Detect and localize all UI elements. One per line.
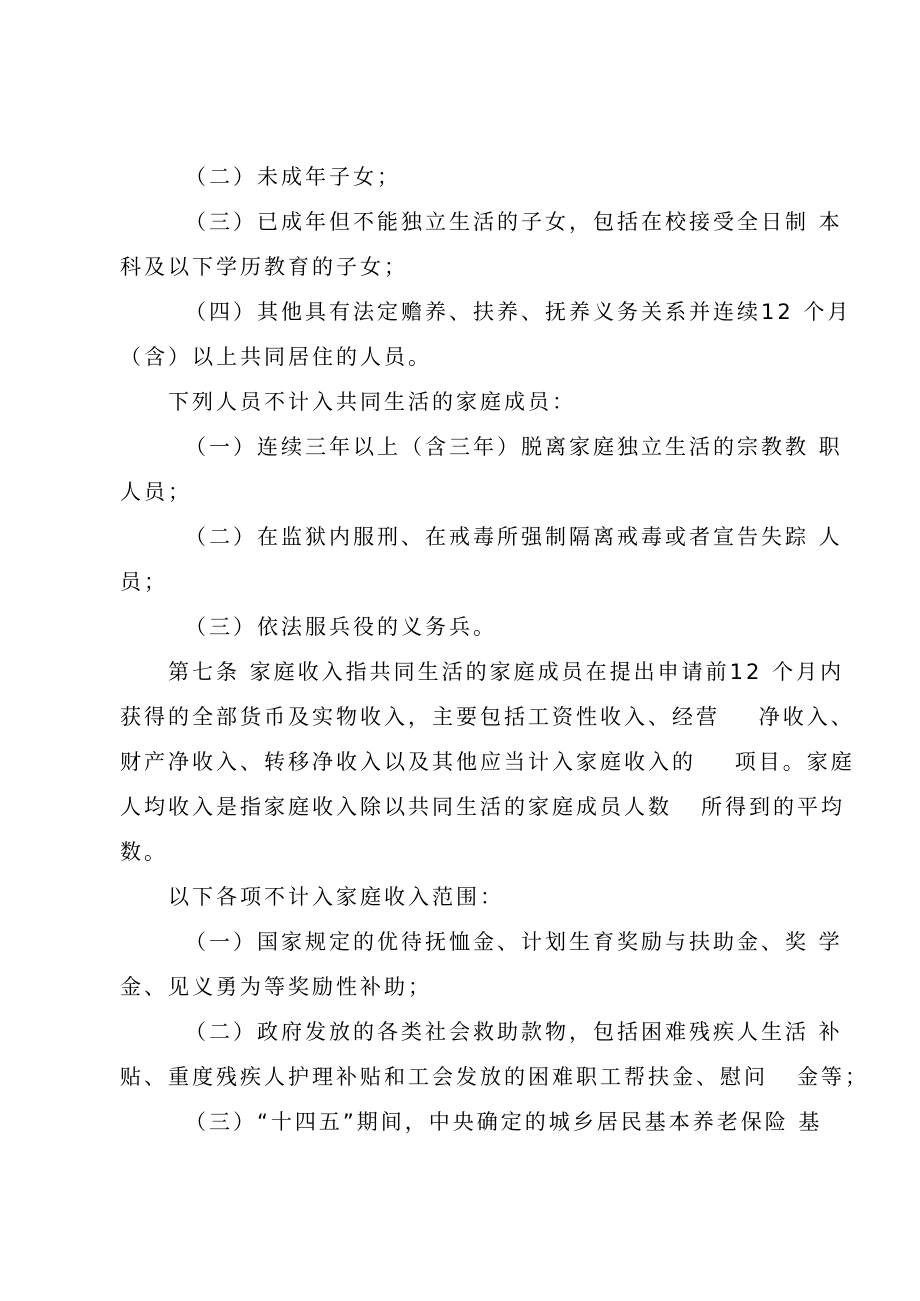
text-line: 人员； <box>120 480 192 504</box>
text-line: （三）“十四五”期间，中央确定的城乡居民基本养老保险 基 <box>185 1110 823 1134</box>
text-line: 下列人员不计入共同生活的家庭成员： <box>168 390 576 414</box>
text-line: （二）未成年子女； <box>185 165 401 189</box>
text-line: 以下各项不计入家庭收入范围： <box>168 885 504 909</box>
text-line: （四）其他具有法定赡养、扶养、抚养义务关系并连续12 个月 <box>185 300 852 324</box>
text-line: 科及以下学历教育的子女； <box>120 255 408 279</box>
text-line: 金、见义勇为等奖励性补助； <box>120 975 432 999</box>
text-line: 员； <box>120 570 168 594</box>
text-line: 获得的全部货币及实物收入，主要包括工资性收入、经营 净收入、 <box>120 705 855 729</box>
text-line: 第七条 家庭收入指共同生活的家庭成员在提出申请前12 个月内 <box>168 660 845 684</box>
text-line: （一）国家规定的优待抚恤金、计划生育奖励与扶助金、奖 学 <box>185 930 843 954</box>
text-line: （三）已成年但不能独立生活的子女，包括在校接受全日制 本 <box>185 210 843 234</box>
text-line: （一）连续三年以上（含三年）脱离家庭独立生活的宗教教 职 <box>185 435 843 459</box>
text-line: 数。 <box>120 840 168 864</box>
text-line: （三）依法服兵役的义务兵。 <box>185 615 497 639</box>
text-line: （含）以上共同居住的人员。 <box>120 345 432 369</box>
text-line: 贴、重度残疾人护理补贴和工会发放的困难职工帮扶金、慰问 金等； <box>120 1065 870 1089</box>
text-line: （二）在监狱内服刑、在戒毒所强制隔离戒毒或者宣告失踪 人 <box>185 525 843 549</box>
text-line: 财产净收入、转移净收入以及其他应当计入家庭收入的 项目。家庭 <box>120 750 855 774</box>
text-line: 人均收入是指家庭收入除以共同生活的家庭成员人数 所得到的平均 <box>120 795 846 819</box>
text-line: （二）政府发放的各类社会救助款物，包括困难残疾人生活 补 <box>185 1020 843 1044</box>
